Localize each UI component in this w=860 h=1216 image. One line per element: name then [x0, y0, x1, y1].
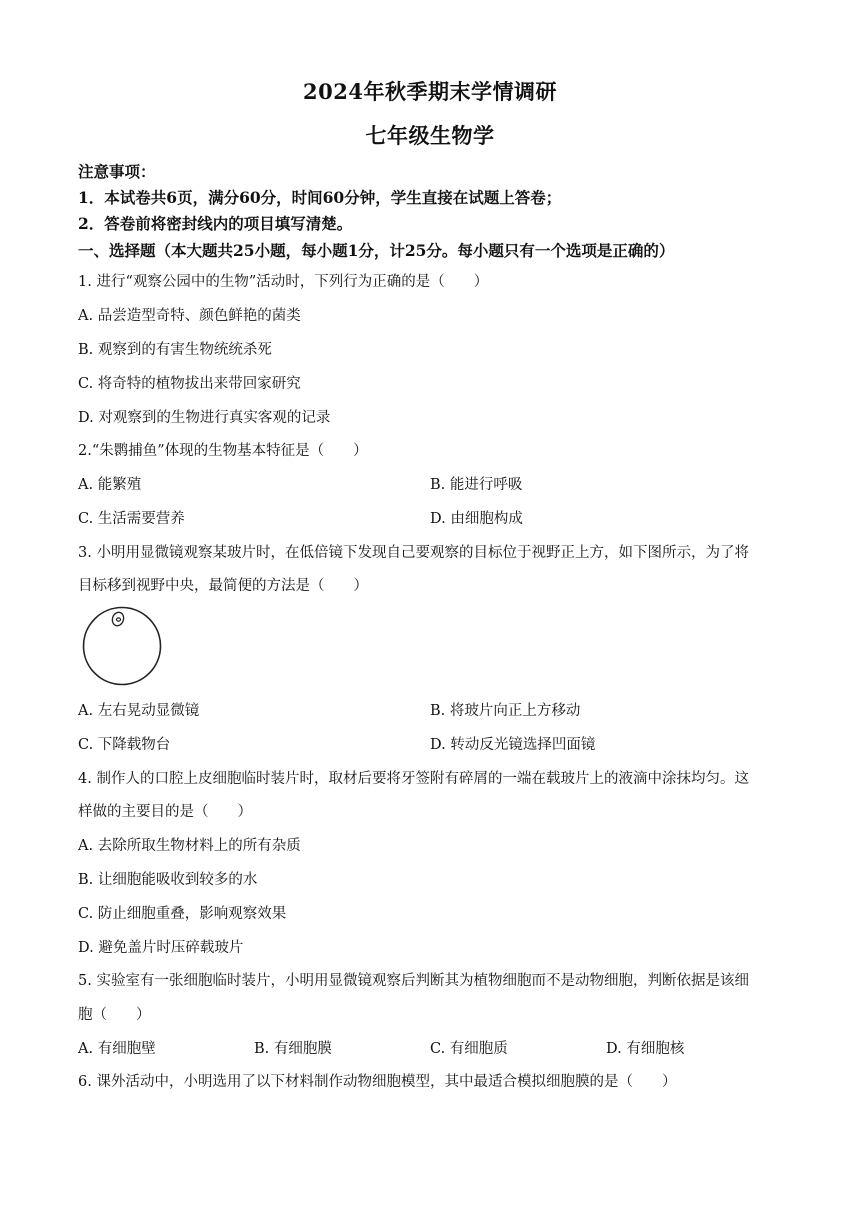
exam-subtitle: 七年级生物学: [365, 123, 495, 148]
option-a: A. 品尝造型奇特、颜色鲜艳的菌类: [78, 308, 301, 324]
option-b: B. 将玻片向正上方移动: [430, 703, 581, 719]
option-c: C. 生活需要营养: [78, 511, 185, 527]
question-stem: 2.“朱鹮捕鱼”体现的生物基本特征是（ ）: [78, 443, 368, 459]
question-stem: 1. 进行“观察公园中的生物”活动时，下列行为正确的是（ ）: [78, 274, 489, 290]
option-b: B. 观察到的有害生物统统杀死: [78, 342, 272, 358]
question-stem: 目标移到视野中央，最简便的方法是（ ）: [78, 578, 368, 594]
option-c: C. 有细胞质: [430, 1041, 508, 1057]
question-stem: 胞（ ）: [78, 1007, 151, 1023]
option-d: D. 由细胞构成: [430, 511, 523, 527]
section-heading: 一、选择题（本大题共25小题，每小题1分，计25分。每小题只有一个选项是正确的）: [78, 241, 675, 260]
question-stem: 6. 课外活动中，小明选用了以下材料制作动物细胞模型，其中最适合模拟细胞膜的是（ ）: [78, 1074, 677, 1090]
question-stem: 3. 小明用显微镜观察某玻片时，在低倍镜下发现自己要观察的目标位于视野正上方，如下图所示，为了将: [78, 545, 749, 561]
option-b: B. 有细胞膜: [254, 1041, 332, 1057]
option-d: D. 转动反光镜选择凹面镜: [430, 737, 596, 753]
option-c: C. 下降载物台: [78, 737, 171, 753]
question-stem: 4. 制作人的口腔上皮细胞临时装片时，取材后要将牙签附有碎屑的一端在载玻片上的液滴中涂抹均匀。这: [78, 771, 749, 787]
note-item: 2．答卷前将密封线内的项目填写清楚。: [78, 214, 353, 233]
target-cell-nucleus: [117, 618, 121, 621]
target-cell: [111, 611, 126, 627]
option-a: A. 去除所取生物材料上的所有杂质: [78, 838, 301, 854]
notes-heading: 注意事项：: [78, 162, 156, 181]
option-b: B. 能进行呼吸: [430, 477, 523, 493]
exam-title: 2024年秋季期末学情调研: [303, 79, 557, 104]
option-c: C. 将奇特的植物拔出来带回家研究: [78, 376, 301, 392]
option-d: D. 避免盖片时压碎载玻片: [78, 940, 244, 956]
option-a: A. 左右晃动显微镜: [78, 703, 200, 719]
question-stem: 样做的主要目的是（ ）: [78, 804, 252, 820]
microscope-field-figure: [80, 604, 164, 688]
option-d: D. 有细胞核: [606, 1041, 685, 1057]
field-of-view-circle: [84, 608, 161, 685]
option-a: A. 有细胞壁: [78, 1041, 156, 1057]
note-item: 1．本试卷共6页，满分60分，时间60分钟，学生直接在试题上答卷；: [78, 188, 562, 207]
option-c: C. 防止细胞重叠，影响观察效果: [78, 906, 287, 922]
question-stem: 5. 实验室有一张细胞临时装片，小明用显微镜观察后判断其为植物细胞而不是动物细胞，判断依据是该细: [78, 973, 749, 989]
option-d: D. 对观察到的生物进行真实客观的记录: [78, 410, 331, 426]
option-b: B. 让细胞能吸收到较多的水: [78, 872, 258, 888]
option-a: A. 能繁殖: [78, 477, 142, 493]
